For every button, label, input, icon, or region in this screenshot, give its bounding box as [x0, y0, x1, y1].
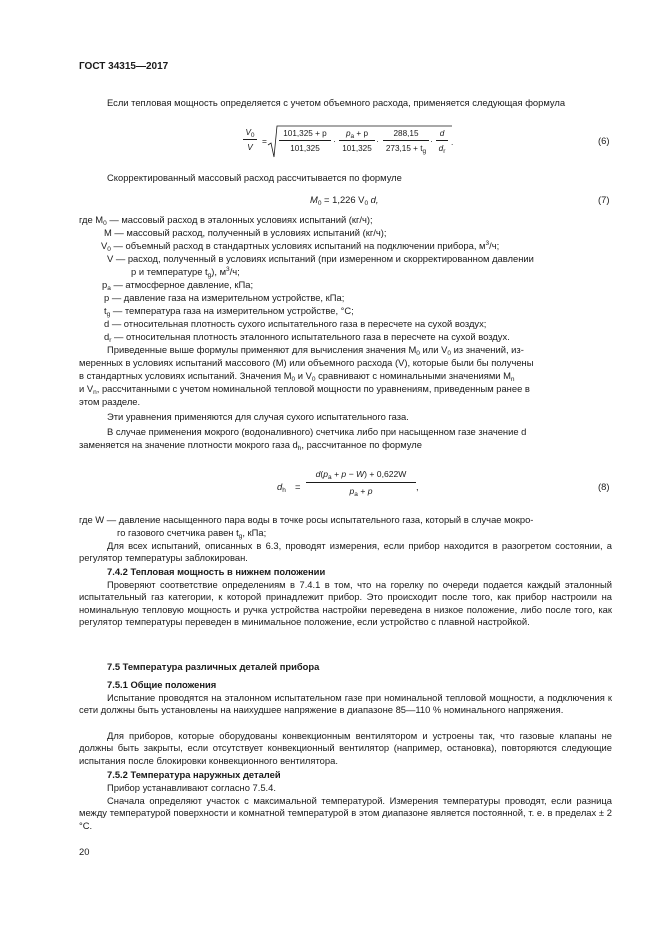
section-7-5-2-text-2: Сначала определяют участок с максимальной температурой. Измерения температуры проводят, если разница между температурой поверхности и комнатной температурой в этом диапазоне является постоянной, т. е. в пределах ± 2 °С. [79, 795, 612, 831]
definition-item: M — массовый расход, полученный в условиях испытаний (кг/ч); [104, 227, 387, 238]
definition-item-continued: p и температуре $t_g$), $м^3/ч$; [131, 266, 240, 279]
definition-item: $V_0$ — объемный расход в стандартных условиях испытаний на подключении прибора, $м^3/ч$; [101, 240, 500, 253]
page-number: 20 [79, 846, 90, 857]
equation-6-number: (6) [598, 135, 610, 146]
intro-paragraph: Если тепловая мощность определяется с учетом объемного расхода, применяется следующая формула [107, 97, 566, 108]
section-7-5-1-text-2: Для приборов, которые оборудованы конвекционным вентилятором и устроены так, что газовые клапаны не должны быть закрыты, если отсутствует конвекционный вентилятор (например, остановка), повторяются следующие испытания после блокировки конвекционного вентилятора. [79, 730, 612, 766]
tests-paragraph: Для всех испытаний, описанных в 6.3, проводят измерения, если прибор находится в разогретом состоянии, а регулятор температуры заблокирован. [79, 540, 612, 564]
definition-item: $t_g$ — температура газа на измерительном устройстве, °С; [104, 305, 354, 318]
equation-7-number: (7) [598, 194, 610, 205]
section-7-5-1-title: 7.5.1 Общие положения [107, 679, 217, 690]
document-header: ГОСТ 34315—2017 [79, 61, 169, 72]
definition-item: $p_a$ — атмосферное давление, кПа; [102, 279, 254, 292]
corrected-text: Скорректированный массовый расход рассчитывается по формуле [107, 172, 402, 183]
definition-item: d — относительная плотность сухого испытательного газа в пересчете на сухой воздух; [104, 318, 487, 329]
definition-item: p — давление газа на измерительном устройстве, кПа; [104, 292, 345, 303]
definition-item: V — расход, полученный в условиях испытаний (при измеренном и скорректированном давлении [107, 253, 534, 264]
dry-gas-paragraph: Эти уравнения применяются для случая сухого испытательного газа. [107, 411, 409, 422]
section-7-4-2-title: 7.4.2 Тепловая мощность в нижнем положении [107, 566, 326, 577]
definition-item: $d_r$ — относительная плотность эталонного испытательного газа в пересчете на сухой воздух. [104, 331, 510, 344]
equation-8-number: (8) [598, 481, 610, 492]
equation-7: $M_0 = 1,226$ $V_0$ d, [310, 194, 379, 207]
radical-sign [268, 126, 278, 158]
section-7-5-2-text-1: Прибор устанавливают согласно 7.5.4. [107, 782, 276, 793]
definition-item: где $M_0$ — массовый расход в эталонных условиях испытаний (кг/ч); [79, 214, 373, 227]
section-7-5-2-title: 7.5.2 Температура наружных деталей [107, 769, 281, 780]
section-7-5-1-text-1: Испытание проводятся на эталонном испытательном газе при номинальной тепловой мощности, а подключения к сети должны быть установлены на наихудшее напряжение в диапазоне 85—110 % номинального напряжения. [79, 692, 612, 716]
section-7-5-title: 7.5 Температура различных деталей прибора [107, 661, 320, 672]
section-7-4-2-text: Проверяют соответствие определениям в 7.4.1 в том, что на горелку по очереди подается каждый эталонный испытательный газ категории, к которой принадлежит прибор. Это происходит после того, как прибор настроили на номинальную тепловую мощность и ручка устройства настройки переведена в низкое положение, либо после того, как регулятор температуры переведен в минимальное положение, если устройство с плавной настройкой. [79, 579, 612, 628]
